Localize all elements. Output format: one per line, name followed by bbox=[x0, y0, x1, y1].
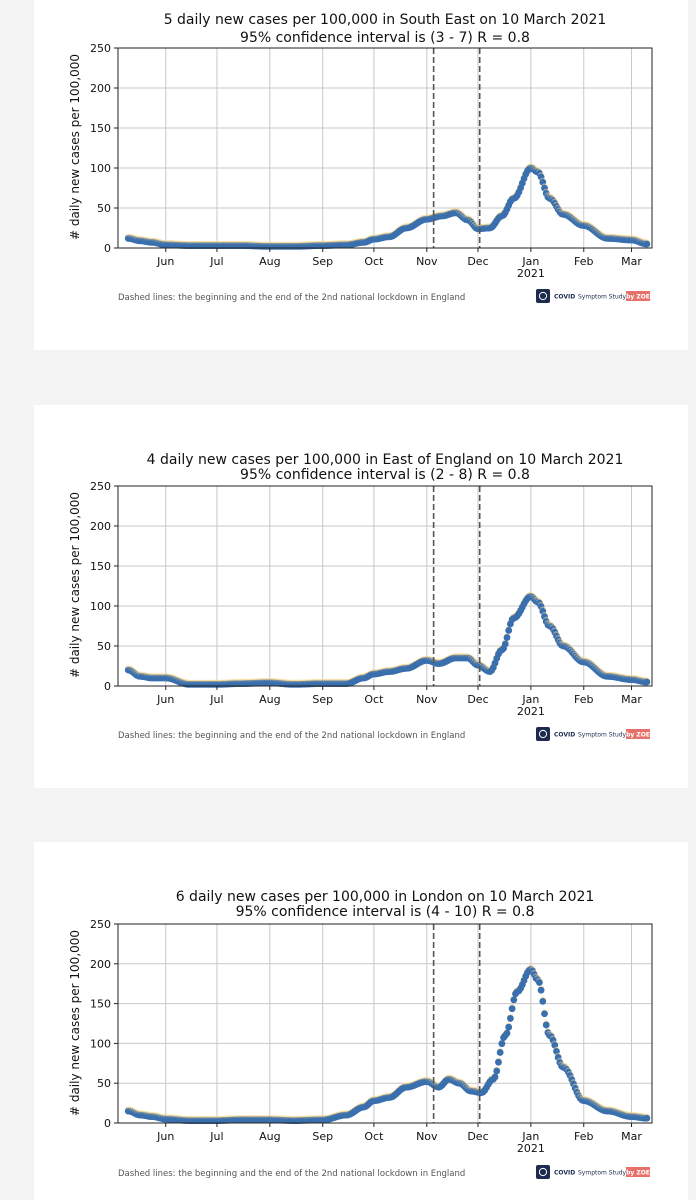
y-axis-label: # daily new cases per 100,000 bbox=[68, 491, 82, 679]
data-points bbox=[125, 965, 650, 1124]
covid-app-logo bbox=[536, 289, 650, 303]
covid-app-logo bbox=[536, 1165, 650, 1179]
y-tick-label: 50 bbox=[97, 1077, 111, 1091]
zoe-badge-text: by ZOE bbox=[626, 293, 650, 301]
covid-app-logo-icon bbox=[536, 289, 550, 303]
x-tick-label: Dec bbox=[467, 1130, 489, 1143]
y-tick-label: 0 bbox=[104, 1117, 111, 1130]
x-ticks bbox=[156, 1123, 642, 1155]
logo-text-main: COVID bbox=[554, 293, 576, 301]
y-tick-label: 150 bbox=[90, 560, 111, 573]
data-point bbox=[543, 1022, 550, 1029]
chart-east-of-england bbox=[34, 405, 688, 788]
x-tick-label: Jul bbox=[210, 1130, 224, 1143]
logo-text-main: COVID bbox=[554, 731, 576, 739]
y-tick-label: 150 bbox=[90, 122, 111, 135]
y-tick-label: 50 bbox=[97, 640, 111, 653]
x-tick-label: Sep bbox=[312, 1130, 334, 1143]
data-point bbox=[539, 998, 546, 1005]
y-tick-label: 250 bbox=[90, 42, 111, 55]
x-tick-label: Feb bbox=[574, 693, 594, 706]
footnote: Dashed lines: the beginning and the end of the 2nd national lockdown in England bbox=[118, 731, 466, 741]
chart-card-east-of-england bbox=[34, 405, 688, 788]
y-tick-label: 0 bbox=[104, 242, 111, 255]
x-tick-label: Oct bbox=[364, 693, 384, 706]
y-ticks bbox=[90, 42, 118, 255]
chart-card-london bbox=[34, 842, 688, 1200]
y-tick-label: 0 bbox=[104, 680, 111, 693]
logo-text-main: COVID bbox=[554, 1169, 576, 1177]
chart-card-south-east bbox=[34, 0, 688, 350]
covid-app-logo bbox=[536, 727, 650, 741]
y-tick-label: 100 bbox=[90, 1037, 111, 1051]
x-tick-label: Jun bbox=[157, 255, 175, 268]
y-ticks bbox=[90, 480, 118, 693]
data-point bbox=[505, 1024, 512, 1031]
y-tick-label: 250 bbox=[90, 480, 111, 493]
x-tick-label: Dec bbox=[467, 693, 489, 706]
x-tick-label: Mar bbox=[621, 1130, 642, 1143]
x-tick-label: Mar bbox=[621, 255, 642, 268]
chart-title: 4 daily new cases per 100,000 in East of England on 10 March 2021 bbox=[146, 452, 624, 468]
chart-london bbox=[34, 842, 688, 1200]
y-axis-label: # daily new cases per 100,000 bbox=[68, 53, 82, 241]
x-tick-sublabel: 2021 bbox=[516, 705, 545, 718]
data-point bbox=[536, 979, 543, 986]
x-tick-label: Nov bbox=[416, 693, 438, 706]
chart-subtitle: 95% confidence interval is (4 - 10) R = 0.8 bbox=[235, 904, 535, 920]
data-point bbox=[495, 1059, 502, 1066]
data-point bbox=[498, 1040, 505, 1047]
x-tick-label: Jan bbox=[522, 693, 540, 706]
logo-text-sub: Symptom Study bbox=[578, 1169, 627, 1177]
x-tick-label: Jun bbox=[157, 693, 175, 706]
x-tick-label: Feb bbox=[574, 1130, 594, 1143]
data-point bbox=[505, 627, 512, 634]
x-tick-label: Jun bbox=[157, 1130, 175, 1143]
footnote: Dashed lines: the beginning and the end of the 2nd national lockdown in England bbox=[118, 293, 466, 303]
x-tick-label: Jan bbox=[522, 255, 540, 268]
x-tick-label: Oct bbox=[364, 255, 384, 268]
data-point bbox=[643, 241, 650, 248]
x-tick-label: Dec bbox=[467, 255, 489, 268]
data-point bbox=[510, 997, 517, 1004]
logo-text-sub: Symptom Study bbox=[578, 293, 627, 301]
data-point bbox=[541, 1010, 548, 1017]
grid bbox=[118, 924, 652, 1123]
x-tick-label: Jul bbox=[210, 255, 224, 268]
x-tick-label: Jul bbox=[210, 693, 224, 706]
data-point bbox=[504, 634, 511, 641]
covid-app-logo-icon bbox=[536, 1165, 550, 1179]
x-tick-label: Mar bbox=[621, 693, 642, 706]
y-tick-label: 50 bbox=[97, 202, 111, 215]
y-tick-label: 250 bbox=[90, 918, 111, 931]
y-axis-label: # daily new cases per 100,000 bbox=[68, 929, 82, 1117]
x-tick-label: Aug bbox=[259, 255, 281, 268]
chart-subtitle: 95% confidence interval is (2 - 8) R = 0.8 bbox=[240, 467, 530, 483]
chart-title: 5 daily new cases per 100,000 in South East on 10 March 2021 bbox=[163, 12, 607, 28]
chart-title: 6 daily new cases per 100,000 in London on 10 March 2021 bbox=[175, 889, 595, 905]
x-tick-label: Nov bbox=[416, 255, 438, 268]
x-tick-label: Sep bbox=[312, 255, 334, 268]
x-tick-label: Nov bbox=[416, 1130, 438, 1143]
y-tick-label: 100 bbox=[90, 600, 111, 613]
x-tick-label: Aug bbox=[259, 1130, 281, 1143]
zoe-badge-text: by ZOE bbox=[626, 731, 650, 739]
x-ticks bbox=[156, 686, 642, 718]
logo-text-sub: Symptom Study bbox=[578, 731, 627, 739]
data-point bbox=[507, 1015, 514, 1022]
data-point bbox=[492, 1074, 499, 1081]
x-tick-label: Sep bbox=[312, 693, 334, 706]
chart-south-east bbox=[34, 0, 688, 350]
y-tick-label: 200 bbox=[90, 957, 111, 971]
data-point bbox=[502, 641, 509, 648]
y-tick-label: 150 bbox=[90, 997, 111, 1011]
data-point bbox=[493, 1068, 500, 1075]
data-point bbox=[509, 1005, 516, 1012]
data-points bbox=[125, 163, 650, 250]
y-tick-label: 100 bbox=[90, 162, 111, 175]
zoe-badge-text: by ZOE bbox=[626, 1169, 650, 1177]
data-point bbox=[504, 1030, 511, 1037]
covid-app-logo-icon bbox=[536, 727, 550, 741]
plot-frame bbox=[118, 924, 652, 1123]
x-tick-sublabel: 2021 bbox=[516, 267, 545, 280]
y-tick-label: 200 bbox=[90, 520, 111, 533]
x-ticks bbox=[156, 248, 642, 280]
x-tick-label: Jan bbox=[522, 1130, 540, 1143]
x-tick-label: Feb bbox=[574, 255, 594, 268]
footnote: Dashed lines: the beginning and the end of the 2nd national lockdown in England bbox=[118, 1169, 466, 1179]
data-point bbox=[643, 679, 650, 686]
chart-subtitle: 95% confidence interval is (3 - 7) R = 0.8 bbox=[240, 30, 530, 46]
x-tick-label: Oct bbox=[364, 1130, 384, 1143]
x-tick-sublabel: 2021 bbox=[516, 1142, 545, 1155]
y-ticks bbox=[90, 918, 118, 1130]
data-point bbox=[497, 1049, 504, 1056]
data-point bbox=[643, 1115, 650, 1122]
x-tick-label: Aug bbox=[259, 693, 281, 706]
data-point bbox=[538, 987, 545, 994]
y-tick-label: 200 bbox=[90, 82, 111, 95]
